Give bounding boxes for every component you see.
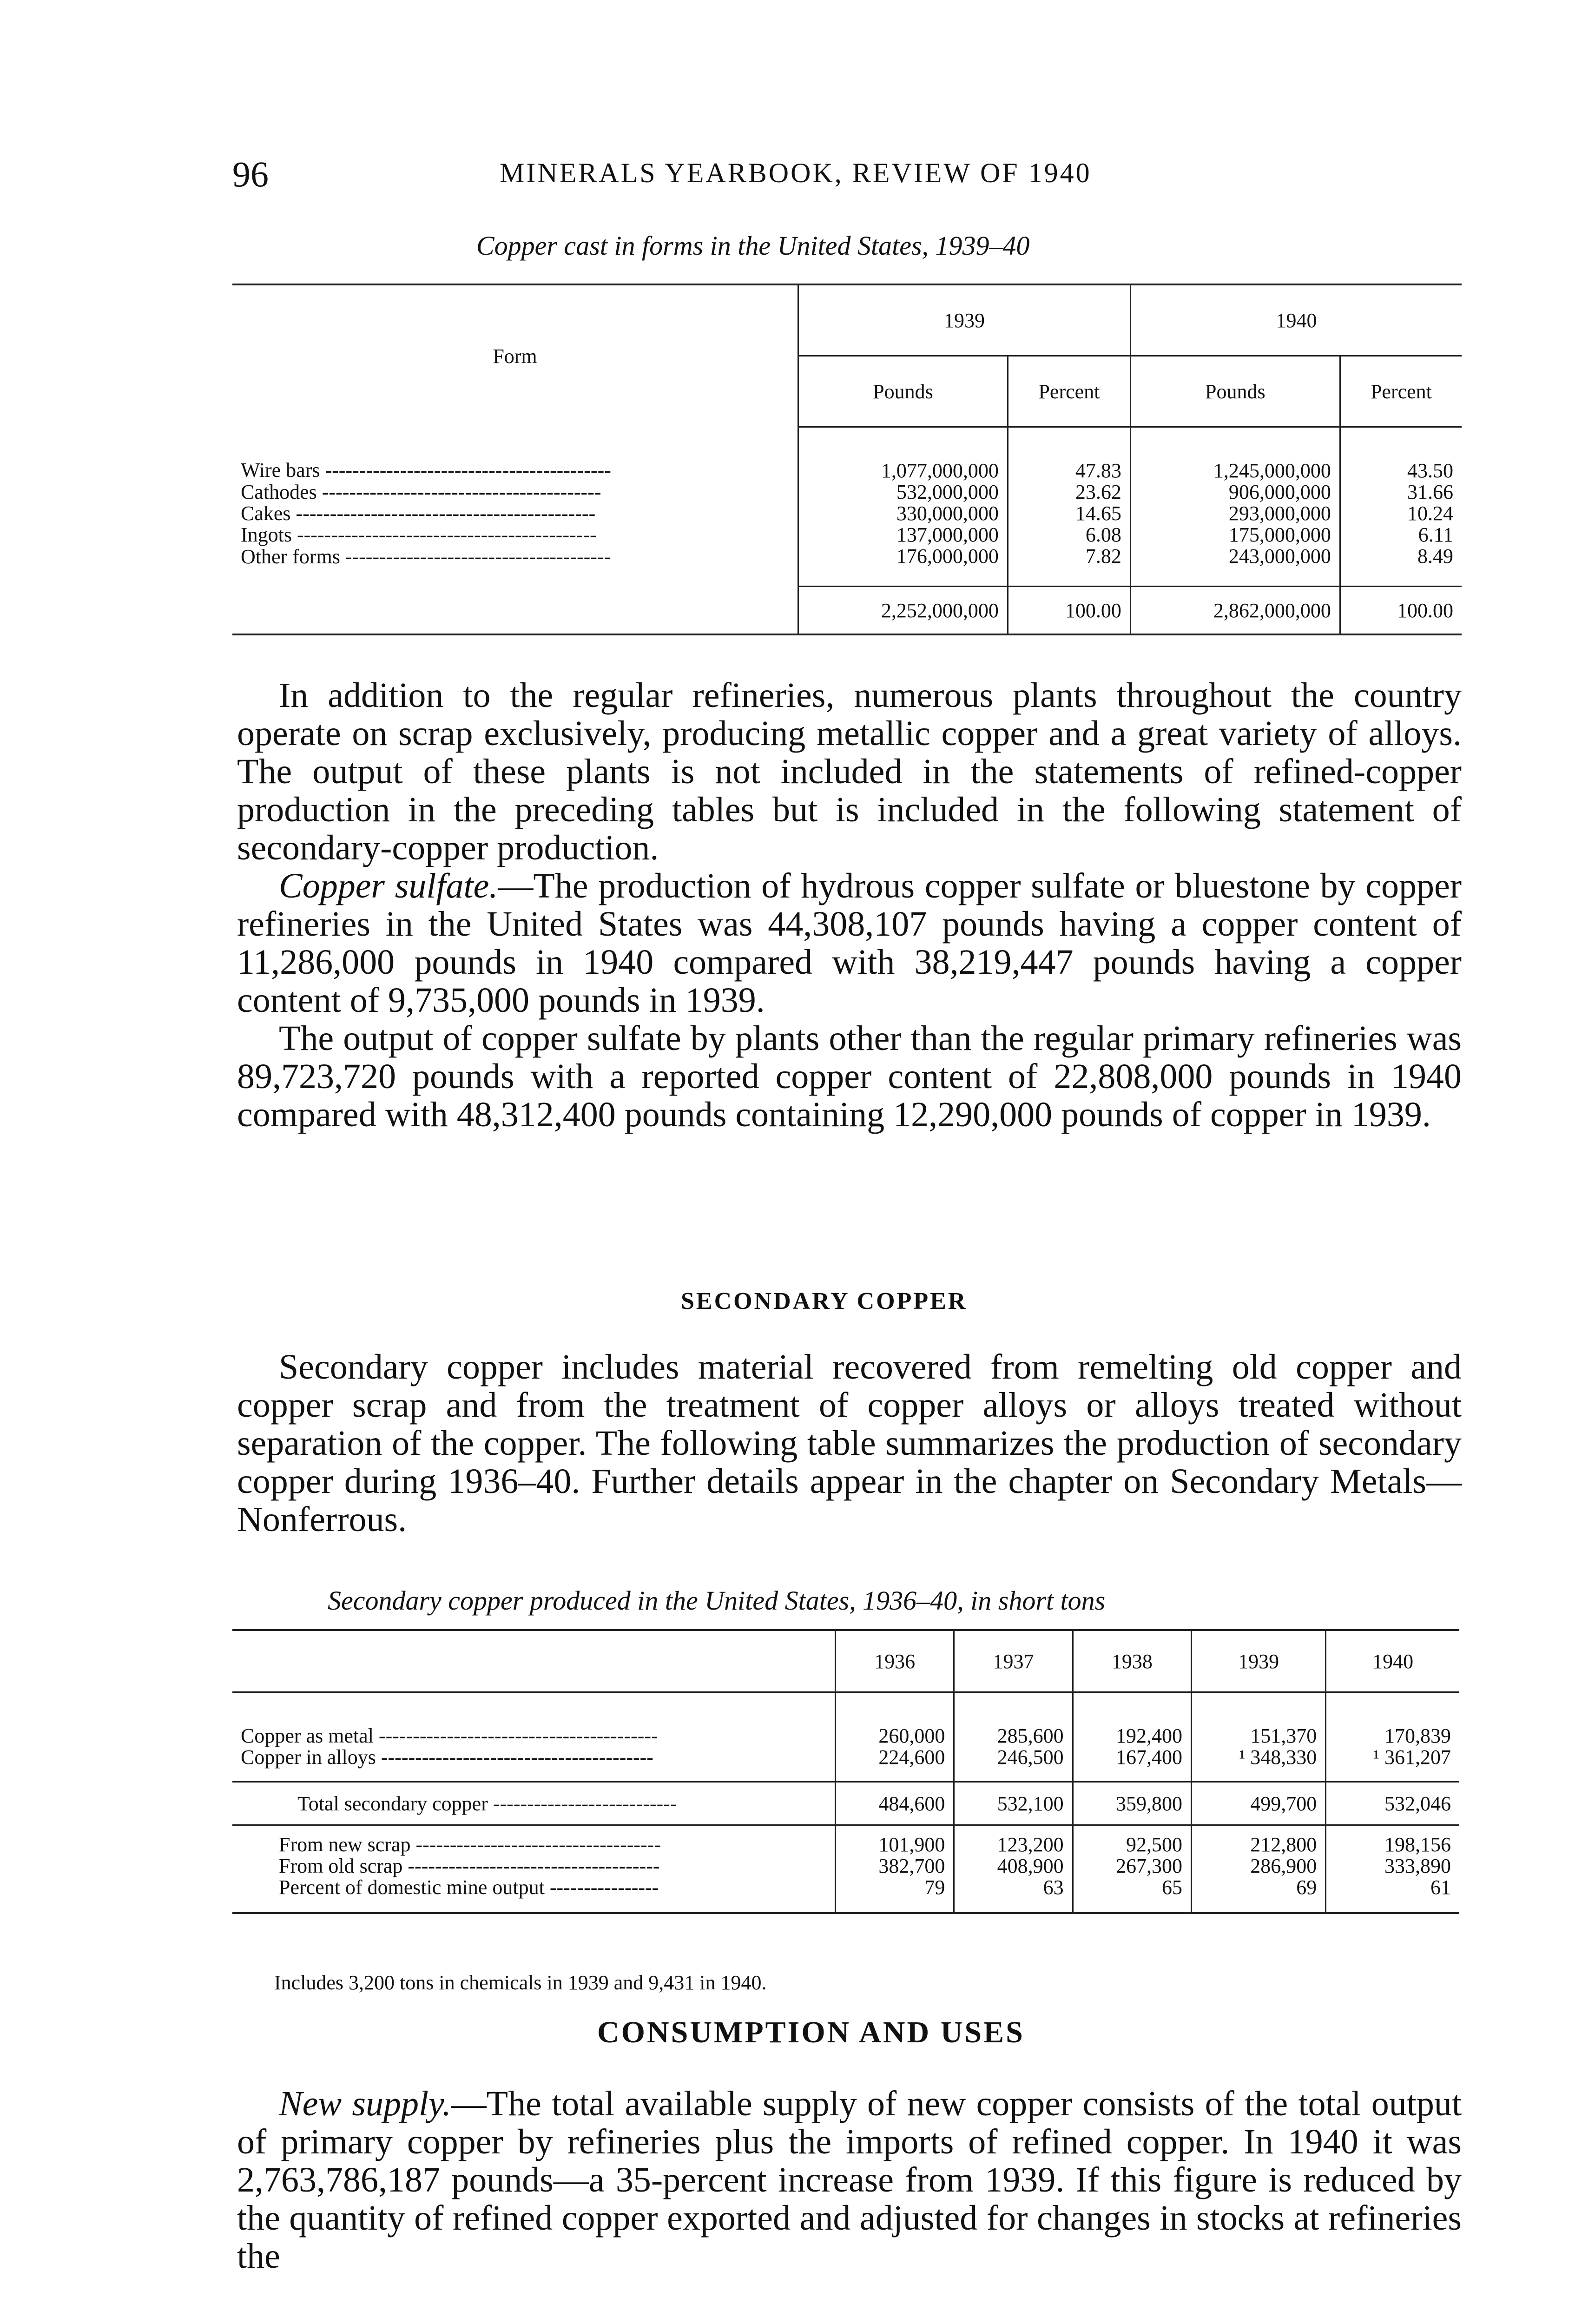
- total-cell: 359,800: [1073, 1782, 1191, 1825]
- total-cell: 499,700: [1191, 1782, 1325, 1825]
- cell: 1,245,000,000: [1130, 427, 1340, 482]
- table-row: [232, 1747, 1459, 1782]
- cell: 47.83: [1008, 427, 1130, 482]
- row-label: From new scrap ------------------------------------: [279, 1833, 661, 1856]
- paragraph: The output of copper sulfate by plants other than the regular primary refineries was 89,723,720 pounds with a reported copper content of 22,808,000 pounds in 1940 compared with 48,312,400 pounds containing 12,290,000 pounds of copper in 1939.: [237, 1019, 1462, 1134]
- total-cell: 484,600: [836, 1782, 954, 1825]
- table1-subheader: Pounds: [1130, 356, 1340, 427]
- table-row: [232, 1825, 1459, 1856]
- secondary-copper-table: [232, 1629, 1459, 1914]
- cell: 246,500: [954, 1747, 1073, 1782]
- total-cell: 100.00: [1340, 587, 1462, 635]
- cell: 14.65: [1008, 503, 1130, 524]
- cell: 1,077,000,000: [798, 427, 1008, 482]
- cell: 293,000,000: [1130, 503, 1340, 524]
- cell: 31.66: [1340, 482, 1462, 503]
- table2-year: 1938: [1073, 1630, 1191, 1692]
- cell: 260,000: [836, 1692, 954, 1747]
- row-label: Cakes --------------------------------------------: [241, 502, 596, 525]
- cell: 6.11: [1340, 524, 1462, 546]
- cell: 224,600: [836, 1747, 954, 1782]
- table2-footnote: Includes 3,200 tons in chemicals in 1939 and 9,431 in 1940.: [274, 1971, 767, 1994]
- cell: 92,500: [1073, 1825, 1191, 1856]
- table2-total-row: [232, 1782, 1459, 1825]
- cell: ¹ 348,330: [1191, 1747, 1325, 1782]
- cell: 175,000,000: [1130, 524, 1340, 546]
- cell: 906,000,000: [1130, 482, 1340, 503]
- table2-year: 1940: [1326, 1630, 1459, 1692]
- total-cell: 100.00: [1008, 587, 1130, 635]
- paragraph: In addition to the regular refineries, numerous plants throughout the country operate on scrap exclusively, producing metallic copper and a great variety of alloys. The output of these plants is not included in the statements of refined-copper production in the preceding tables but is included in the following statement of secondary-copper production.: [237, 676, 1462, 867]
- cell: 43.50: [1340, 427, 1462, 482]
- body-text-block-2: [237, 1348, 1462, 1538]
- total-cell: 2,252,000,000: [798, 587, 1008, 635]
- table2-year: 1939: [1191, 1630, 1325, 1692]
- cell: 382,700: [836, 1855, 954, 1877]
- total-cell: 2,862,000,000: [1130, 587, 1340, 635]
- body-text-block-1: [237, 676, 1462, 1134]
- copper-cast-forms-table: [232, 284, 1462, 635]
- cell: 137,000,000: [798, 524, 1008, 546]
- table1-subheader: Percent: [1008, 356, 1130, 427]
- cell: 267,300: [1073, 1855, 1191, 1877]
- cell: 123,200: [954, 1825, 1073, 1856]
- table-row: [232, 1877, 1459, 1913]
- cell: 243,000,000: [1130, 546, 1340, 587]
- cell: 65: [1073, 1877, 1191, 1913]
- cell: 23.62: [1008, 482, 1130, 503]
- page-number: 96: [232, 154, 269, 194]
- cell: 7.82: [1008, 546, 1130, 587]
- cell: 198,156: [1326, 1825, 1459, 1856]
- cell: 61: [1326, 1877, 1459, 1913]
- table2-caption: Secondary copper produced in the United States, 1936–40, in short tons: [328, 1585, 1106, 1616]
- run-in-heading: Copper sulfate.: [279, 866, 498, 905]
- cell: 176,000,000: [798, 546, 1008, 587]
- cell: ¹ 361,207: [1326, 1747, 1459, 1782]
- cell: 8.49: [1340, 546, 1462, 587]
- cell: 408,900: [954, 1855, 1073, 1877]
- table-row: [232, 482, 1462, 503]
- cell: 212,800: [1191, 1825, 1325, 1856]
- table-row: [232, 546, 1462, 587]
- paragraph: New supply.—The total available supply of new copper consists of the total output of primary copper by refineries plus the imports of refined copper. In 1940 it was 2,763,786,187 pounds—a 35-percent increase from 1939. If this figure is reduced by the quantity of refined copper exported and adjusted for changes in stocks at refineries the: [237, 2084, 1462, 2276]
- row-label: Ingots --------------------------------------------: [241, 523, 597, 546]
- table1-year-header-row: [232, 284, 1462, 356]
- table1-year-1939: 1939: [798, 284, 1131, 356]
- cell: 79: [836, 1877, 954, 1913]
- run-in-heading: New supply.: [279, 2084, 451, 2123]
- cell: 167,400: [1073, 1747, 1191, 1782]
- cell: 192,400: [1073, 1692, 1191, 1747]
- cell: 286,900: [1191, 1855, 1325, 1877]
- row-label: Total secondary copper ---------------------------: [232, 1782, 836, 1825]
- cell: 330,000,000: [798, 503, 1008, 524]
- row-label: Wire bars ------------------------------------------: [241, 459, 611, 482]
- row-label: Copper in alloys ----------------------------------------: [241, 1746, 653, 1769]
- table1-stub-header: Form: [493, 344, 537, 368]
- cell: 63: [954, 1877, 1073, 1913]
- table2-year: 1937: [954, 1630, 1073, 1692]
- cell: 151,370: [1191, 1692, 1325, 1747]
- table1-subheader: Percent: [1340, 356, 1462, 427]
- cell: 69: [1191, 1877, 1325, 1913]
- cell: 101,900: [836, 1825, 954, 1856]
- table2-header-row: [232, 1630, 1459, 1692]
- table-row: [232, 503, 1462, 524]
- row-label: Percent of domestic mine output ----------------: [279, 1876, 659, 1899]
- table-row: [232, 1855, 1459, 1877]
- cell: 10.24: [1340, 503, 1462, 524]
- table-row: [232, 1692, 1459, 1747]
- section-heading-secondary-copper: SECONDARY COPPER: [681, 1288, 968, 1314]
- section-heading-consumption-uses: CONSUMPTION AND USES: [597, 2015, 1025, 2049]
- running-title: MINERALS YEARBOOK, REVIEW OF 1940: [500, 158, 1092, 188]
- row-label: Cathodes -----------------------------------------: [241, 481, 601, 503]
- body-text-block-3: [237, 2085, 1462, 2275]
- total-cell: 532,100: [954, 1782, 1073, 1825]
- table1-caption: Copper cast in forms in the United States, 1939–40: [476, 231, 1030, 261]
- total-cell: 532,046: [1326, 1782, 1459, 1825]
- table2-year: 1936: [836, 1630, 954, 1692]
- cell: 6.08: [1008, 524, 1130, 546]
- table-row: [232, 427, 1462, 482]
- table1-subheader: Pounds: [798, 356, 1008, 427]
- row-label: Other forms ---------------------------------------: [241, 545, 611, 568]
- table-row: [232, 524, 1462, 546]
- cell: 170,839: [1326, 1692, 1459, 1747]
- paragraph: Secondary copper includes material recovered from remelting old copper and copper scrap and from the treatment of copper alloys or alloys treated without separation of the copper. The following table summarizes the production of secondary copper during 1936–40. Further details appear in the chapter on Secondary Metals—Nonferrous.: [237, 1347, 1462, 1539]
- cell: 333,890: [1326, 1855, 1459, 1877]
- table2-stub-header: [232, 1630, 836, 1692]
- total-label-cell: [232, 587, 798, 635]
- paragraph: Copper sulfate.—The production of hydrous copper sulfate or bluestone by copper refineries in the United States was 44,308,107 pounds having a copper content of 11,286,000 pounds in 1940 compared with 38,219,447 pounds having a copper content of 9,735,000 pounds in 1939.: [237, 866, 1462, 1020]
- cell: 532,000,000: [798, 482, 1008, 503]
- cell: 285,600: [954, 1692, 1073, 1747]
- row-label: From old scrap -------------------------------------: [279, 1855, 660, 1877]
- row-label: Copper as metal -----------------------------------------: [241, 1724, 658, 1747]
- table1-total-row: [232, 587, 1462, 635]
- table1-year-1940: 1940: [1130, 284, 1462, 356]
